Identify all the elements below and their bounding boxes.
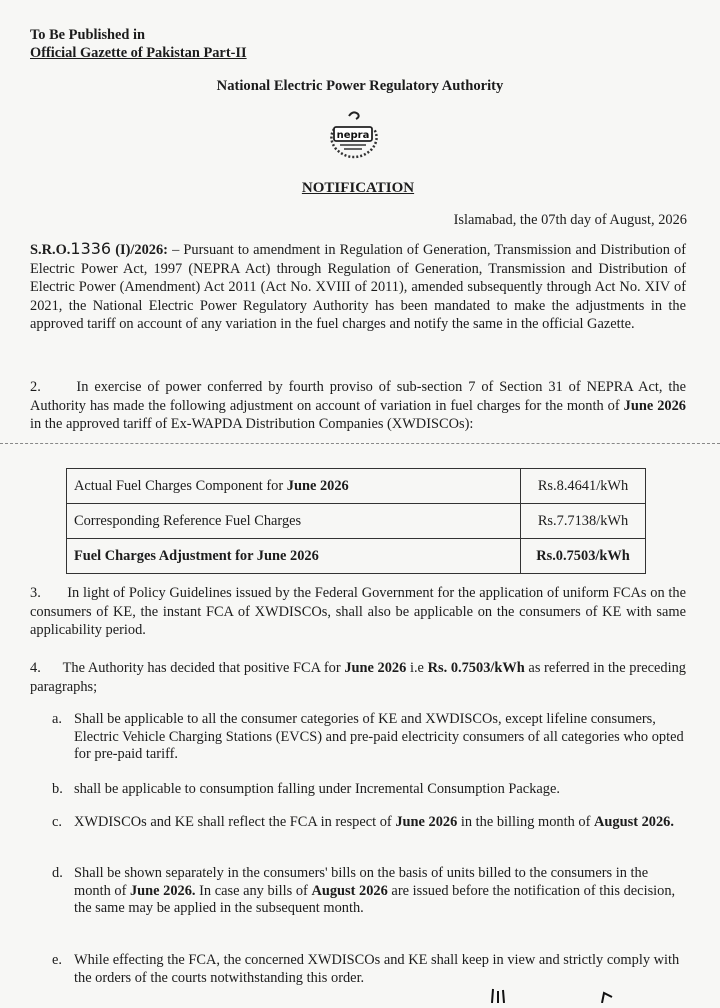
list-item: a. Shall be applicable to all the consumer categories of KE and XWDISCOs, except lifeline consumers, Electric Vehicle Charging Stations (EVCS) and pre-paid electricity consumers of all categories who opted for pre-paid tariff.: [52, 711, 684, 763]
authority-name: National Electric Power Regulatory Authority: [216, 78, 504, 94]
list-item: d. Shall be shown separately in the consumers' bills on the basis of units billed to the consumers in the month of June 2026. In case any bills of August 2026 are issued before the notification of this decision, the same may be applied in the subsequent month.: [52, 865, 676, 917]
sro-text: – Pursuant to amendment in Regulation of Generation, Transmission and Distribution of Electric Power Act, 1997 (NEPRA Act) through Regulation of Generation, Transmission and Distribution of Electric Power (Amendment) Act 2011 (Act No. XVIII of 2011), amended subsequently through Act No. XIV of 2021, the National Electric Power Regulatory Authority has been mandated to make the adjustments in the approved tariff on account of any variation in the fuel charges and notify the same in the official Gazette.: [30, 242, 686, 333]
para2-num: 2.: [30, 379, 41, 395]
table-cell-label: Fuel Charges Adjustment for June 2026: [67, 539, 521, 574]
svg-text:nepra: nepra: [336, 130, 370, 141]
paragraph-2: [30, 378, 686, 434]
table-row: [67, 539, 646, 574]
sro-suffix: (I)/2026:: [115, 242, 168, 258]
sro-prefix: S.R.O.: [30, 242, 71, 258]
gazette-header-line2: Official Gazette of Pakistan Part-II: [30, 45, 247, 61]
gazette-header-line1: To Be Published in: [30, 27, 146, 43]
table-cell-label: Corresponding Reference Fuel Charges: [67, 504, 521, 539]
table-cell-value: Rs.7.7138/kWh: [521, 504, 646, 539]
table-cell-label: Actual Fuel Charges Component for June 2026: [67, 469, 521, 504]
sro-number: 1336: [70, 239, 112, 258]
table-cell-value: Rs.0.7503/kWh: [521, 539, 646, 574]
para2-bold: June 2026: [623, 397, 686, 414]
table-cell-value: Rs.8.4641/kWh: [521, 469, 646, 504]
table-row: [67, 504, 646, 539]
para2-text-a: In exercise of power conferred by fourth proviso of sub-section 7 of Section 31 of NEPRA Act, the Authority has made the following adjustment on account of variation in fuel charges for the month of: [30, 379, 687, 414]
para2-text-b: in the approved tariff of Ex-WAPDA Distribution Companies (XWDISCOs):: [30, 416, 474, 433]
table-row: [67, 469, 646, 504]
list-item: c. XWDISCOs and KE shall reflect the FCA in respect of June 2026 in the billing month of August 2026.: [52, 814, 674, 830]
paragraph-4: 4. The Authority has decided that positive FCA for June 2026 i.e Rs. 0.7503/kWh as referred in the preceding paragraphs;: [30, 660, 686, 695]
list-item: b. shall be applicable to consumption falling under Incremental Consumption Package.: [52, 781, 560, 797]
signature-mark: [484, 987, 624, 1003]
notification-title: NOTIFICATION: [301, 180, 415, 196]
paragraph-3: [30, 584, 686, 640]
list-item: e. While effecting the FCA, the concerned XWDISCOs and KE shall keep in view and strictly comply with the orders of the courts notwithstanding this order.: [52, 952, 680, 986]
dashed-rule: [0, 443, 720, 444]
para4-num: 4.: [30, 660, 41, 676]
sro-paragraph: [30, 240, 686, 334]
para3-text: In light of Policy Guidelines issued by the Federal Government for the application of uniform FCAs on the consumers of KE, the instant FCA of XWDISCOs, shall also be applicable on the consumers of KE with same applicability period.: [30, 585, 686, 639]
nepra-logo-icon: [320, 107, 386, 163]
date-line: Islamabad, the 07th day of August, 2026: [453, 212, 687, 228]
fca-table: [66, 468, 646, 574]
para3-num: 3.: [30, 585, 41, 601]
